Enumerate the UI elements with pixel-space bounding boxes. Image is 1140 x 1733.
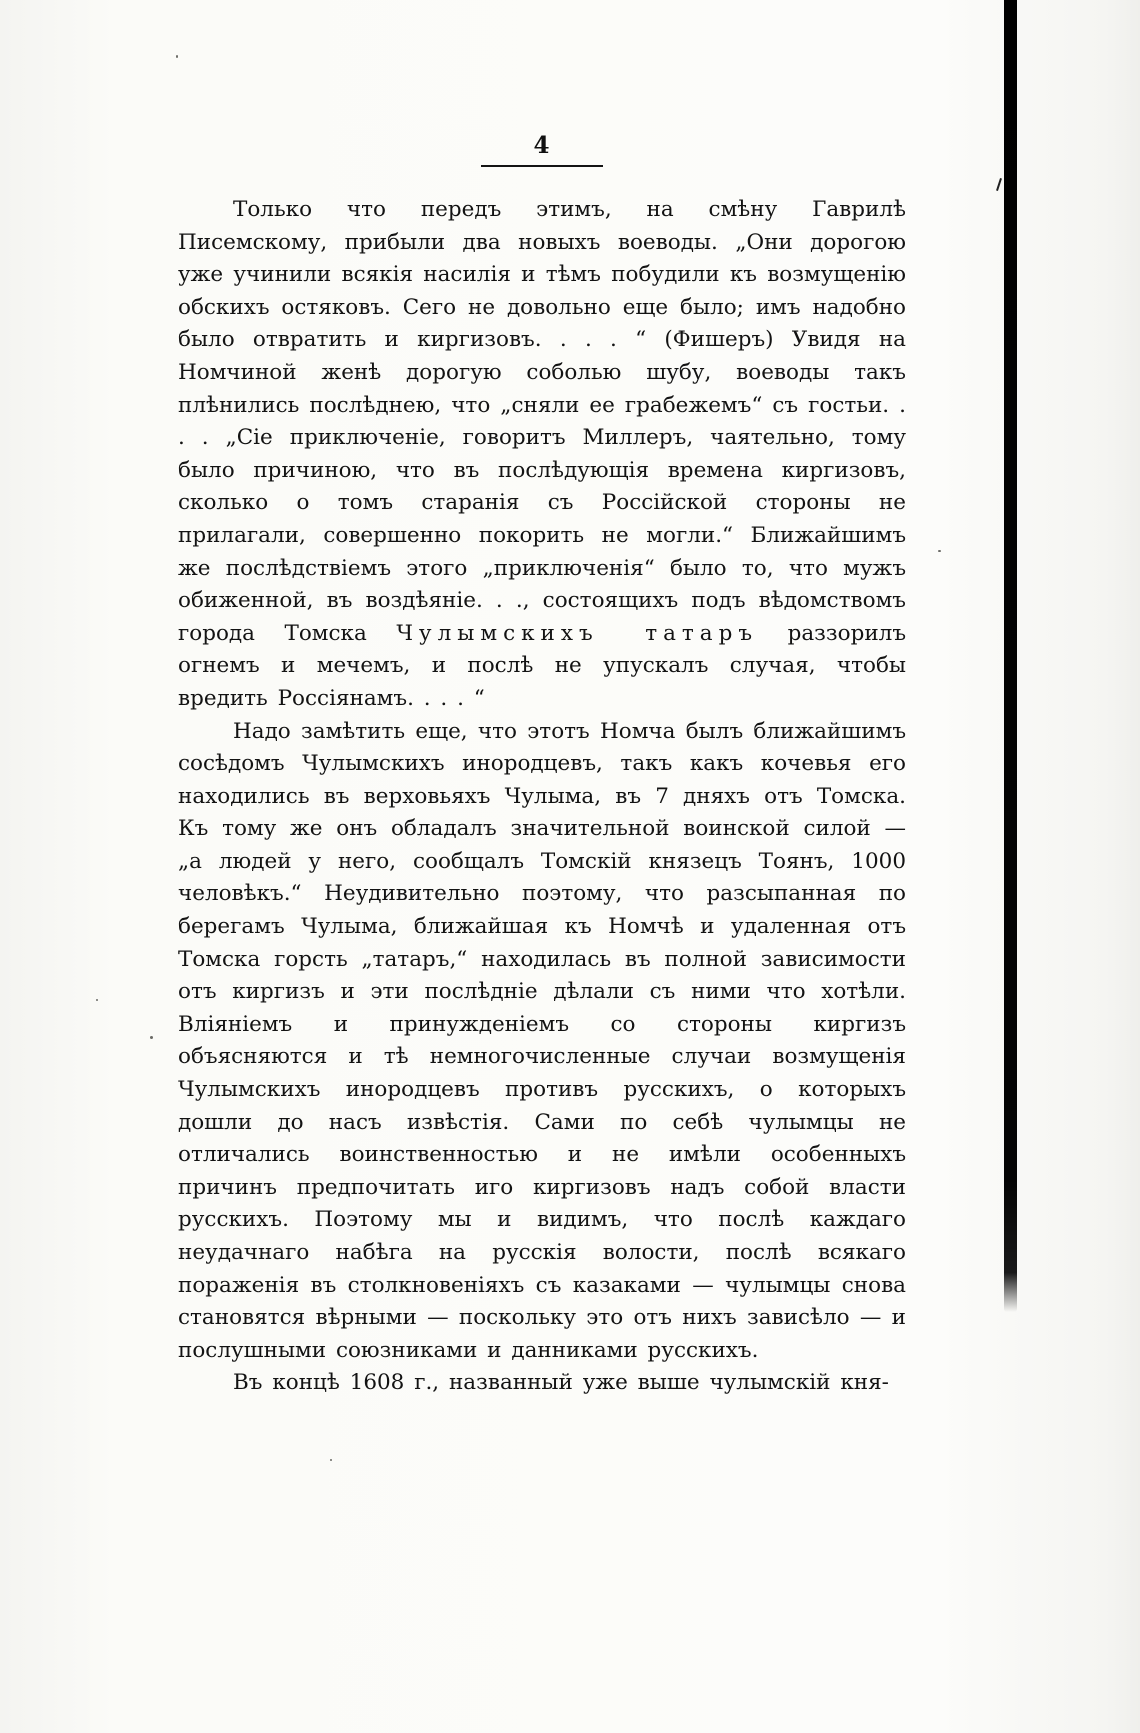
binding-shadow [1004,0,1017,1312]
scan-speck [330,1459,332,1461]
page-number-rule [481,165,603,167]
paragraph-3: Въ концѣ 1608 г., названный уже выше чулымскій кня- [233,1370,889,1396]
paragraph-1 [178,194,906,716]
paragraph-2: Надо замѣтить еще, что этотъ Номча былъ ближайшимъ сосѣдомъ Чулымскихъ инородцевъ, такъ какъ кочевья его находились въ верховьяхъ Чулыма, въ 7 дняхъ отъ Томска. Къ тому же онъ обладалъ значительной воинской силой — „а людей у него, сообщалъ Томскій князецъ Тоянъ, 1000 человѣкъ.“ Неудивительно поэтому, что разсыпанная по берегамъ Чулыма, ближайшая къ Номчѣ и удаленная отъ Томска горсть „татаръ,“ находилась въ полной зависимости отъ киргизъ и эти послѣдніе дѣлали съ ними что хотѣли. Вліяніемъ и принужденіемъ со стороны киргизъ объясняются и тѣ немногочисленные случаи возмущенія Чулымскихъ инородцевъ противъ русскихъ, о которыхъ дошли до насъ извѣстія. Сами по себѣ чулымцы не отличались воинственностью и не имѣли особенныхъ причинъ предпочитать иго киргизовъ надъ собой власти русскихъ. Поэтому мы и видимъ, что послѣ каждаго неудачнаго набѣга на русскія волости, послѣ всякаго пораженія въ столкновеніяхъ съ казаками — чулымцы снова становятся вѣрными — поскольку это отъ нихъ зависѣло — и послушными союзниками и данниками русскихъ. [178,718,906,1363]
page-number: 4 [533,132,551,159]
paragraph-1-text: Только что передъ этимъ, на смѣну Гаврилѣ Писемскому, прибыли два новыхъ воеводы. „Они дорогою уже учинили всякія насилія и тѣмъ побудили къ возмущенію обскихъ остяковъ. Сего не довольно еще было; имъ надобно было отвратить и киргизовъ. . . . “ (Фишеръ) Увидя на Номчиной женѣ дорогую соболью шубу, воеводы такъ плѣнились послѣднею, что „сняли ее грабежемъ“ съ гостьи. . . . „Сіе приключеніе, говоритъ Миллеръ, чаятельно, тому было причиною, что въ послѣдующія времена киргизовъ, сколько о томъ старанія съ Россійской стороны не прилагали, совершенно покорить не могли.“ Ближайшимъ же послѣдствіемъ этого „приключенія“ было то, что мужъ обиженной, въ воздѣяніе. . ., состоящихъ подъ вѣдомствомъ города Томска [178,197,906,646]
page-header [178,132,906,167]
scan-speck [96,999,98,1001]
scan-mark [996,178,1002,191]
paragraph-1-letterspaced-phrase: Чулымскихъ татаръ [396,620,759,646]
scan-speck [150,1036,153,1039]
scan-speck [176,55,178,58]
scan-speck [938,550,941,552]
paragraph-1-text-continued: раззорилъ огнемъ и мечемъ, и послѣ не упускалъ случая, чтобы вредить Россіянамъ. . . . “ [178,620,906,711]
text-block [178,194,906,1400]
